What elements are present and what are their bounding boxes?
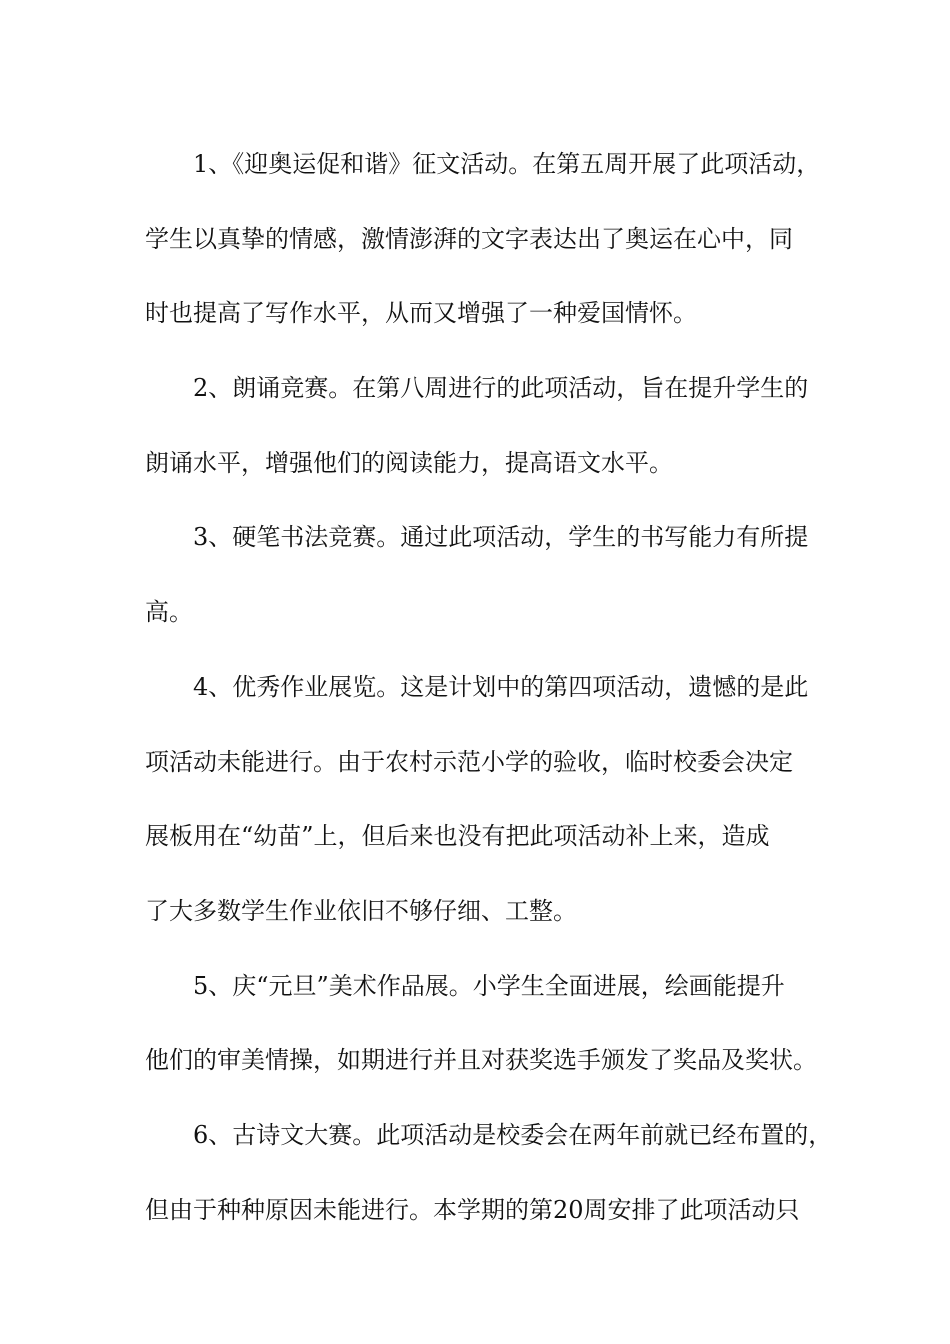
paragraph-5-line-1: 5、庆“元旦”美术作品展。小学生全面进展，绘画能提升 <box>193 971 785 1000</box>
paragraph-4-line-1: 4、优秀作业展览。这是计划中的第四项活动，遗憾的是此 <box>193 672 809 701</box>
paragraph-1-line-1: 1、《迎奥运促和谐》征文活动。在第五周开展了此项活动， <box>193 150 821 178</box>
document-body <box>145 127 833 1247</box>
paragraph-4-line-3: 展板用在“幼苗”上，但后来也没有把此项活动补上来，造成 <box>145 822 770 851</box>
paragraph-3-line-2: 高。 <box>145 598 193 627</box>
paragraph-6-line-2: 但由于种种原因未能进行。本学期的第20周安排了此项活动只 <box>145 1195 800 1224</box>
paragraph-1-line-2: 学生以真挚的情感，激情澎湃的文字表达出了奥运在心中，同 <box>145 224 793 253</box>
paragraph-6-line-1: 6、古诗文大赛。此项活动是校委会在两年前就已经布置的， <box>193 1120 833 1149</box>
paragraph-4-line-4: 了大多数学生作业依旧不够仔细、工整。 <box>145 896 577 925</box>
paragraph-1-line-3: 时也提高了写作水平，从而又增强了一种爱国情怀。 <box>145 299 697 328</box>
paragraph-4-line-2: 项活动未能进行。由于农村示范小学的验收，临时校委会决定 <box>145 747 793 776</box>
paragraph-5-line-2: 他们的审美情操，如期进行并且对获奖选手颁发了奖品及奖状。 <box>145 1046 817 1075</box>
paragraph-2-line-2: 朗诵水平，增强他们的阅读能力，提高语文水平。 <box>145 448 673 477</box>
paragraph-3-line-1: 3、硬笔书法竞赛。通过此项活动，学生的书写能力有所提 <box>193 523 809 552</box>
paragraph-2-line-1: 2、朗诵竞赛。在第八周进行的此项活动，旨在提升学生的 <box>193 374 809 403</box>
